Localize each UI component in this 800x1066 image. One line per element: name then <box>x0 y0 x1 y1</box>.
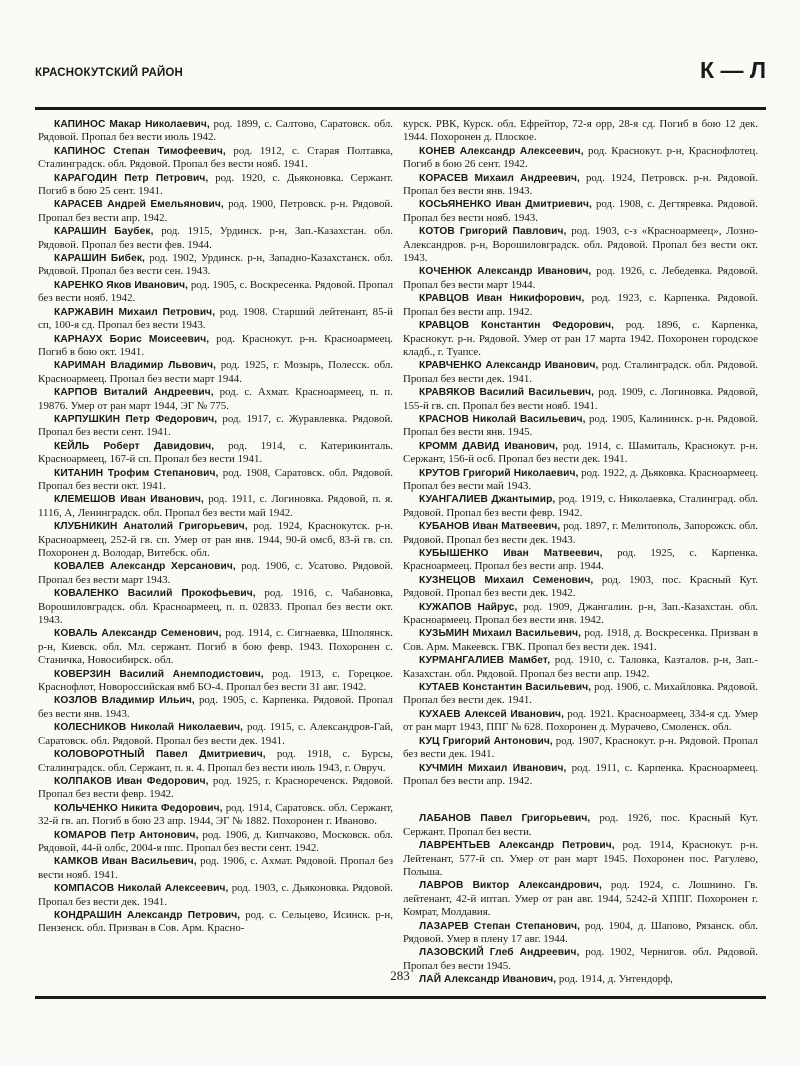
entry-name: КУЖАПОВ Найрус, <box>419 601 518 613</box>
entry-text: род. 1924, Петровск. р-н. Рядовой. Пропал без вести янв. 1943. <box>403 171 758 198</box>
entry-text: род. 1922, д. Дьяковка. Красноармеец. Пропал без вести май 1943. <box>403 466 759 492</box>
entry-name: КУЦ Григорий Антонович, <box>419 735 553 747</box>
entry-name: КОЛЬЧЕНКО Никита Федорович, <box>54 802 223 814</box>
entry-name: КОМПАСОВ Николай Алексеевич, <box>54 883 229 895</box>
entry-name: КОНЕВ Александр Алексеевич, <box>419 145 584 157</box>
entry-name: КЛЕМЕШОВ Иван Иванович, <box>54 494 204 506</box>
entry-text: род. 1905, с. Карпенка. Рядовой. Пропал без вести янв. 1943. <box>38 694 393 720</box>
entry-name: КРАВЦОВ Константин Федорович, <box>419 320 615 332</box>
entry <box>403 812 758 839</box>
entry-name: КУРМАНГАЛИЕВ Мамбет, <box>419 655 551 667</box>
entry-text: род. 1914, с. Катерикинталь. Красноармеец, 167-й сп. Пропал без вести 1941. <box>38 439 393 466</box>
entry <box>38 440 393 467</box>
entry-name: КАРАСЕВ Андрей Емельянович, <box>54 199 224 211</box>
entry <box>38 333 393 360</box>
running-header-letters: К — Л <box>700 57 766 83</box>
entry-text: курск. РВК, Курск. обл. Ефрейтор, 72-я орр, 28-я сд. Погиб в бою 12 дек. 1944. Похоронен д. Плоское. <box>403 118 758 144</box>
entry-name: КАПИНОС Степан Тимофеевич, <box>54 145 226 157</box>
entry-text: род. 1925, г. Мозырь, Полесск. обл. Красноармеец. Пропал без вести март 1944. <box>38 359 393 385</box>
entry-text: род. 1926, с. Лебедевка. Рядовой. Пропал без вести март 1944. <box>403 265 758 291</box>
top-rule <box>35 107 766 110</box>
section-gap <box>403 788 758 812</box>
entry <box>403 172 758 199</box>
entry <box>403 708 758 735</box>
entry <box>403 493 758 520</box>
entry <box>403 440 758 467</box>
entry-text: род. 1918, с. Бурсы, Сталинградск. обл. Сержант, п. я. 4. Пропал без вести июль 1943, г. Овруч. <box>38 748 393 774</box>
entry-name: КУБАНОВ Иван Матвеевич, <box>419 521 561 533</box>
entry-text: род. 1906, с. Усатово. Рядовой. Пропал без вести март 1943. <box>38 560 393 586</box>
entry-text: род. 1912, с. Старая Полтавка, Сталинградск. обл. Рядовой. Пропал без вести нояб. 1941. <box>38 144 393 171</box>
entry-name: КРАВЯКОВ Василий Васильевич, <box>419 387 595 399</box>
entry-text: род. 1914, с. Шамиталь, Краснокут. р-н. Сержант, 156-й осб. Пропал без вести дек. 1941. <box>403 439 758 466</box>
entry <box>38 359 393 386</box>
entry-name: КОМАРОВ Петр Антонович, <box>54 829 199 841</box>
entry-text: род. 1918, д. Воскресенка. Призван в Сов. Арм. Макеевск. ГВК. Пропал без вести дек. 1941. <box>403 627 759 653</box>
entry-name: КАРАШИН Бибек, <box>54 253 145 265</box>
entry-name: КУЗЬМИН Михаил Васильевич, <box>419 628 582 640</box>
entry-name: КОВАЛЕНКО Василий Прокофьевич, <box>54 588 256 600</box>
entry-name: КРУТОВ Григорий Николаевич, <box>419 467 579 479</box>
entry-name: КОВАЛЬ Александр Семенович, <box>54 628 222 640</box>
entry-name: КУХАЕВ Алексей Иванович, <box>419 708 565 720</box>
entry <box>403 735 758 762</box>
entry-name: КОЗЛОВ Владимир Ильич, <box>54 695 195 707</box>
entry <box>38 694 393 721</box>
entry <box>403 265 758 292</box>
left-column <box>38 118 393 936</box>
entry <box>403 762 758 789</box>
entry <box>403 319 758 359</box>
entry <box>38 467 393 494</box>
entry-name: КЕЙЛЬ Роберт Давидович, <box>54 440 215 452</box>
entry <box>403 601 758 628</box>
entry-text: род. 1925, с. Карпенка. Красноармеец. Пропал без вести апр. 1944. <box>403 547 758 573</box>
entry <box>38 386 393 413</box>
entry-text: род. 1925, г. Краснореченск. Рядовой. Пропал без вести февр. 1942. <box>38 774 394 801</box>
entry-name: КУБЫШЕНКО Иван Матвеевич, <box>419 548 603 559</box>
entry-text: род. 1915, с. Александров-Гай, Саратовск. обл. Рядовой. Пропал без вести дек. 1941. <box>38 721 394 747</box>
entry-text: род. 1900, Петровск. р-н. Рядовой. Пропал без вести апр. 1942. <box>38 198 393 224</box>
entry-name: ЛАВРЕНТЬЕВ Александр Петрович, <box>419 840 615 852</box>
entry-text: род. 1914, Саратовск. обл. Сержант, 32-й гв. ап. Погиб в бою 23 апр. 1944, ЭГ № 1882. Похоронен г. Иваново. <box>38 801 393 828</box>
entry-name: КАРАГОДИН Петр Петрович, <box>54 172 209 184</box>
entry-text: род. 1915, Урдинск. р-н, Зап.-Казахстан. обл. Рядовой. Пропал без вести фев. 1944. <box>38 225 393 251</box>
entry-name: КУАНГАЛИЕВ Джантымир, <box>419 494 556 506</box>
page-number: 283 <box>390 968 410 983</box>
entry-name: КРАВЧЕНКО Александр Иванович, <box>419 360 599 372</box>
entry <box>38 721 393 748</box>
entry <box>403 467 758 494</box>
entry <box>403 654 758 681</box>
entry <box>38 909 393 936</box>
entry <box>403 879 758 919</box>
entry-name: КОВАЛЕВ Александр Херсанович, <box>54 561 236 573</box>
entry-text: род. 1908, Саратовск. обл. Рядовой. Пропал без вести окт. 1941. <box>38 466 393 492</box>
entry-text: род. 1921. Красноармеец, 334-я сд. Умер от ран март 1943, ППГ № 628. Похоронен д. Мурачево, Смоленск. обл. <box>403 707 758 734</box>
entry-text: род. 1916, с. Чабановка, Ворошиловградск. обл. Красноармеец, п. п. 02833. Пропал без вести окт. 1943. <box>38 587 393 627</box>
entry-name: ЛАВРОВ Виктор Александрович, <box>419 880 602 892</box>
entry-name: КРОММ ДАВИД Иванович, <box>419 440 559 452</box>
entry-text: род. Сталинградск. обл. Рядовой. Пропал без вести дек. 1941. <box>403 359 758 385</box>
entry-name: КОСЬЯНЕНКО Иван Дмитриевич, <box>419 199 592 211</box>
entry <box>403 225 758 265</box>
entry <box>403 920 758 947</box>
entry <box>38 802 393 829</box>
entry-name: КРАВЦОВ Иван Никифорович, <box>419 293 585 305</box>
entry <box>38 279 393 306</box>
bottom-rule <box>35 996 766 999</box>
entry <box>38 775 393 802</box>
entry <box>38 413 393 440</box>
entry <box>38 587 393 627</box>
entry <box>38 306 393 333</box>
entry-name: КУТАЕВ Константин Васильевич, <box>419 682 592 694</box>
entry <box>38 493 393 520</box>
entry-name: ЛАЗОВСКИЙ Глеб Андреевич, <box>419 947 580 959</box>
entry <box>38 668 393 695</box>
entry-text: род. 1919, с. Николаевка, Сталинград. обл. Рядовой. Пропал без вести февр. 1942. <box>403 493 759 519</box>
entry-text: род. 1924, Краснокутск. р-н. Красноармеец, 252-й гв. сп. Умер от ран янв. 1944, 90-й омсб, 83-й гв. сп. Похоронен д. Володар, Витебск. обл. <box>38 520 393 559</box>
entry-text: род. 1910, с. Таловка, Казталов. р-н, Зап.-Казахстан. обл. Рядовой. Пропал без вести апр. 1942. <box>403 654 758 680</box>
entry-name: КАРИМАН Владимир Львович, <box>54 360 217 372</box>
entry <box>38 748 393 775</box>
entry-text: род. 1923, с. Карпенка. Рядовой. Пропал без вести апр. 1942. <box>403 292 758 318</box>
entry <box>38 627 393 667</box>
entry <box>403 198 758 225</box>
entry-name: ЛАБАНОВ Павел Григорьевич, <box>419 813 591 825</box>
entry-name: КОЛОВОРОТНЫЙ Павел Дмитриевич, <box>54 749 266 761</box>
entry <box>38 560 393 587</box>
entry <box>403 547 758 574</box>
entry-name: КЛУБНИКИН Анатолий Григорьевич, <box>54 521 248 533</box>
entry <box>38 882 393 909</box>
entry-text: род. 1902, Урдинск. р-н, Западно-Казахстанск. обл. Рядовой. Пропал без вести сен. 1943. <box>38 252 394 278</box>
entry-text: род. 1907, Краснокут. р-н. Рядовой. Пропал без вести дек. 1941. <box>403 734 758 761</box>
entry <box>403 292 758 319</box>
entry-name: КОНДРАШИН Александр Петрович, <box>54 909 241 921</box>
entry-text: род. 1905, Калининск. р-н. Рядовой. Пропал без вести янв. 1945. <box>403 412 758 439</box>
entry-text: род. 1913, с. Горецкое. Краснофлот, Новороссийская вмб БО-4. Пропал без вести 31 авг. 1942. <box>38 667 394 694</box>
entry-text: род. 1914, д. Унтендорф, <box>556 973 673 986</box>
entry-text: род. Краснокут. р-н. Красноармеец. Погиб в бою окт. 1941. <box>38 332 394 358</box>
entry-text: род. 1909, Джангалин. р-н, Зап.-Казахстан. обл. Красноармеец. Пропал без вести янв. 1942. <box>403 600 758 627</box>
entry-name: КОТОВ Григорий Павлович, <box>419 226 567 238</box>
entry <box>403 520 758 547</box>
entry <box>38 829 393 856</box>
entry-text: род. 1908, с. Дегтяревка. Рядовой. Пропал без вести нояб. 1943. <box>403 198 758 224</box>
entry-name: КРАСНОВ Николай Васильевич, <box>419 413 586 425</box>
entry-text: род. 1926, пос. Красный Кут. Сержант. Пропал без вести. <box>403 812 758 838</box>
entry <box>38 145 393 172</box>
entry <box>38 172 393 199</box>
entry-text: род. 1903, пос. Красный Кут. Рядовой. Пропал без вести дек. 1942. <box>403 573 758 600</box>
entry-name: КОЛЕСНИКОВ Николай Николаевич, <box>54 722 244 734</box>
entry-name: КОЛПАКОВ Иван Федорович, <box>54 775 209 787</box>
entry-text: род. 1906, с. Ахмат. Рядовой. Пропал без вести нояб. 1941. <box>38 855 393 881</box>
entry-name: КАРЕНКО Яков Иванович, <box>54 279 189 291</box>
entry <box>403 574 758 601</box>
entry-text: род. 1902, Чернигов. обл. Рядовой. Пропал без вести 1945. <box>403 946 758 972</box>
entry <box>38 252 393 279</box>
running-header-district: КРАСНОКУТСКИЙ РАЙОН <box>35 67 184 79</box>
entry <box>38 855 393 882</box>
entry-name: КОРАСЕВ Михаил Андреевич, <box>419 172 580 184</box>
entry <box>403 839 758 879</box>
entry-text: род. 1911, с. Карпенка. Красноармеец. Пропал без вести апр. 1942. <box>403 761 759 787</box>
entry <box>38 198 393 225</box>
entry <box>403 681 758 708</box>
entry-text: род. 1911, с. Логиновка. Рядовой, п. я. 1116, А, Ленинградск. обл. Пропал без вести май 1942. <box>38 493 393 519</box>
entry-name: КОВЕРЗИН Василий Анемподистович, <box>54 668 264 680</box>
entry <box>403 386 758 413</box>
entry <box>38 118 393 145</box>
entry <box>403 118 758 145</box>
right-column <box>403 118 758 987</box>
entry <box>403 627 758 654</box>
entry-name: КИТАНИН Трофим Степанович, <box>54 467 219 479</box>
entry-name: КАРПУШКИН Петр Федорович, <box>54 413 218 425</box>
entry <box>38 225 393 252</box>
entry-text: род. 1899, с. Салтово, Саратовск. обл. Рядовой. Пропал без вести июль 1942. <box>38 118 393 144</box>
entry-text: род. 1920, с. Дьяконовка. Сержант. Погиб в бою 25 сент. 1941. <box>38 171 393 198</box>
entry-name: КАПИНОС Макар Николаевич, <box>54 119 210 130</box>
entry-text: род. 1917, с. Журавлевка. Рядовой. Пропал без вести сент. 1941. <box>38 412 393 439</box>
entry-text: род. 1906, с. Михайловка. Рядовой. Пропал без вести дек. 1941. <box>403 681 758 707</box>
entry-name: КАРЖАВИН Михаил Петрович, <box>54 306 216 318</box>
right-column-k-entries <box>403 118 758 788</box>
entry-text: род. 1904, д. Шапово, Рязанск. обл. Рядовой. Умер в плену 17 авг. 1944. <box>403 919 758 945</box>
entry-text: род. с. Сельцево, Исинск. р-н, Пензенск. обл. Призван в Сов. Арм. Красно- <box>38 908 393 935</box>
entry <box>403 359 758 386</box>
entry-text: род. с. Ахмат. Красноармеец, п. п. 19876. Умер от ран март 1944, ЭГ № 775. <box>38 386 393 412</box>
entry-name: ЛАЗАРЕВ Степан Степанович, <box>419 920 581 932</box>
entry-name: КОЧЕНЮК Александр Иванович, <box>419 266 592 278</box>
entry <box>403 145 758 172</box>
entry-text: род. 1909, с. Логиновка. Рядовой, 155-й гв. сп. Пропал без вести нояб. 1941. <box>403 386 759 412</box>
entry-text: род. 1914, с. Сигнаевка, Шполянск. р-н, Киевск. обл. Мл. сержант. Погиб в бою февр. 1943. Похоронен с. Станичка, Новосибирск. обл. <box>38 627 393 667</box>
entry-name: КУЗНЕЦОВ Михаил Семенович, <box>419 574 594 586</box>
entry-name: КАРПОВ Виталий Андреевич, <box>54 387 214 399</box>
entry-name: КАРАШИН Баубек, <box>54 226 154 238</box>
entry-text: род. 1903, с-з «Красноармеец», Лозно-Александров. р-н, Ворошиловградск. обл. Рядовой. Пропал без вести окт. 1943. <box>403 225 758 265</box>
entry-name: КАМКОВ Иван Васильевич, <box>54 856 197 868</box>
entry-name: КАРНАУХ Борис Моисеевич, <box>54 333 210 345</box>
entry-text: род. 1896, с. Карпенка, Краснокут. р-н. Рядовой. Умер от ран 17 марта 1942. Похоронен городское кладб., г. Туапсе. <box>403 319 758 358</box>
entry-text: род. 1908. Старший лейтенант, 85-й сп, 100-я сд. Пропал без вести 1943. <box>38 305 394 332</box>
entry-text: род. 1903, с. Дьяконовка. Рядовой. Пропал без вести дек. 1941. <box>38 882 393 908</box>
entry-name: ЛАЙ Александр Иванович, <box>419 974 557 986</box>
entry <box>403 413 758 440</box>
entry-text: род. 1897, г. Мелитополь, Запорожск. обл. Рядовой. Пропал без вести дек. 1943. <box>403 520 758 546</box>
right-column-l-entries <box>403 812 758 986</box>
entry-text: род. 1924, с. Лошнино. Гв. лейтенант, 42-й иптап. Умер от ран авг. 1944, 5242-й ХППГ. Похоронен г. Комрат, Молдавия. <box>403 879 759 919</box>
entry-text: род. 1914, Краснокут. р-н. Лейтенант, 577-й сп. Умер от ран март 1945. Похоронен пос. Рагулево, Польша. <box>403 839 758 878</box>
entry <box>38 520 393 560</box>
entry-name: КУЧМИН Михаил Иванович, <box>419 762 567 774</box>
entry-text: род. 1905, с. Воскресенка. Рядовой. Пропал без вести нояб. 1942. <box>38 278 394 305</box>
entry-text: род. 1906, д. Кипчаково, Московск. обл. Рядовой, 44-й олбс, 2004-я ппс. Пропал без вести сент. 1942. <box>38 828 393 854</box>
entry-text: род. Краснокут. р-н, Краснофлотец. Погиб в бою 26 сент. 1942. <box>403 144 758 171</box>
